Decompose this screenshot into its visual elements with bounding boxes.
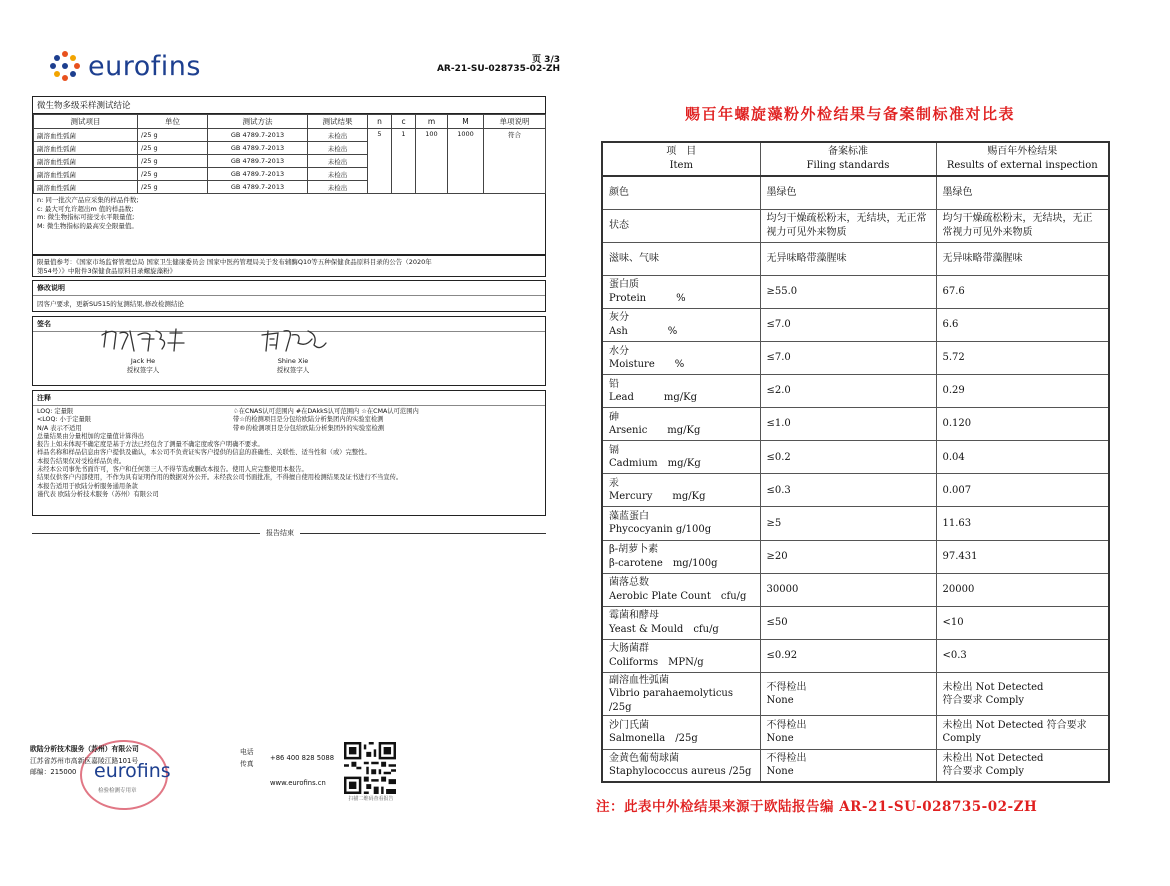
micro-unit: /25 g [138,181,208,194]
micro-result: 未检出 [308,168,368,181]
comparison-row [602,375,1109,408]
row-item [602,716,760,749]
row-standard: ≤7.0 [760,341,936,374]
notes-section [32,390,546,516]
row-item [602,672,760,716]
row-standard: ≤50 [760,606,936,639]
contact-labels [240,746,254,771]
micro-header-cell: c [392,115,416,129]
signer-2-name: Shine Xie [277,357,309,365]
web-link[interactable]: www.eurofins.cn [270,778,326,787]
comparison-row [602,341,1109,374]
micro-note-line: m: 微生物指标可接受水平限量值; [37,213,135,222]
row-item-en: Phycocyanin g/100g [609,524,712,536]
micro-method: GB 4789.7-2013 [208,142,308,155]
row-standard: ≥20 [760,540,936,573]
comparison-row [602,573,1109,606]
row-result: 67.6 [936,275,1109,308]
row-item-cn: 砷 [609,411,619,423]
limit-ref-line: 限量值参考：《国家市场监督管理总局 国家卫生健康委员会 国家中医药管理局关于发布辅酶Q10等五种保健食品原料目录的公告（2020年 [37,258,432,266]
micro-unit: /25 g [138,168,208,181]
row-standard: 无异味略带藻腥味 [760,242,936,275]
row-item-en: Arsenic mg/Kg [609,425,701,437]
row-item [602,749,760,782]
header-result-cn: 赐百年外检结果 [987,146,1058,157]
signer-1-name: Jack He [130,357,156,365]
row-result: 未检出 Not Detected 符合要求 Comply [936,716,1109,749]
comparison-footnote: 注：此表中外检结果来源于欧陆报告编 AR-21-SU-028735-02-ZH [596,799,1038,815]
phone-value: +86 400 828 5088 [270,754,335,762]
row-item [602,341,760,374]
micro-header-cell: 测试项目 [34,115,138,129]
note-line: 谨代表 欧陆分析技术服务（苏州）有限公司 [37,490,159,498]
micro-item: 副溶血性弧菌 [34,129,138,142]
micro-header-cell: 测试结果 [308,115,368,129]
row-standard: ≤0.92 [760,639,936,672]
comparison-row [602,716,1109,749]
micro-item: 副溶血性弧菌 [34,181,138,194]
row-item-cn: 灰分 [609,312,629,324]
report-code: AR-21-SU-028735-02-ZH [436,64,560,74]
sign-title: 签名 [33,317,545,332]
row-item [602,474,760,507]
micro-item: 副溶血性弧菌 [34,155,138,168]
header-standard [760,142,936,176]
footer-zip: 邮编：215000 [30,768,77,776]
note-line: 报告上如未体现不确定度是基于方法已经包含了测量不确定度或客户明确不要求。 [37,441,264,449]
row-item [602,408,760,441]
row-standard: 墨绿色 [760,176,936,209]
micro-header-cell: 单位 [138,115,208,129]
comparison-row [602,441,1109,474]
row-item [602,507,760,540]
header-standard-en: Filing standards [806,160,890,171]
row-item-en: β-carotene mg/100g [609,557,718,569]
comparison-title: 赐百年螺旋藻粉外检结果与备案制标准对比表 [684,105,1015,123]
limit-ref-line: 第54号）》中附件3保健食品原料目录螺旋藻粉》 [37,266,177,275]
eurofins-dots-icon [50,51,80,81]
micro-result: 未检出 [308,129,368,142]
seal-subtitle: 检验检测专用章 [98,788,137,794]
row-item-cn: 副溶血性弧菌 [609,674,669,686]
row-item-cn: 沙门氏菌 [609,719,649,731]
note-line: LOQ: 定量限 [37,408,74,415]
note-line: N/A 表示不适用 [37,424,82,432]
header-item-cn: 项 目 [666,146,697,157]
comparison-row [602,209,1109,242]
row-standard: ≤0.2 [760,441,936,474]
row-item-en: Moisture % [609,359,685,371]
micro-result: 未检出 [308,142,368,155]
note-line: 本报告适用于欧陆分析服务通用条款 [37,482,138,490]
signer-2-role: 授权签字人 [276,365,310,374]
notes-right [233,408,541,441]
mod-text: 因客户要求，更新SU515的复测结果,修改检测结论 [37,300,184,308]
row-item-en: Lead mg/Kg [609,392,698,404]
signer-2 [223,325,363,374]
comparison-row [602,672,1109,716]
micro-header-cell: 测试方法 [208,115,308,129]
comparison-row [602,308,1109,341]
row-result: <10 [936,606,1109,639]
row-item-en: Protein % [609,292,686,304]
note-line: ♤在CNAS认可范围内 #在DAkkS认可范围内 ☆在CMA认可范围内 [233,408,419,415]
micro-sampling-section [32,96,546,255]
micro-result: 未检出 [308,155,368,168]
report-end-divider [32,528,546,538]
signature-1-image [98,325,188,357]
row-result: 均匀干燥疏松粉末，无结块，无正常视力可见外来物质 [936,209,1109,242]
micro-verdict: 符合 [484,129,546,194]
row-item-cn: 颜色 [609,187,629,199]
comparison-row [602,749,1109,782]
micro-notes [33,194,545,232]
row-item-en: Yeast & Mould cfu/g [609,623,719,635]
report-footer [30,744,139,779]
row-result: 0.120 [936,408,1109,441]
micro-result: 未检出 [308,181,368,194]
note-line: 未经本公司事先书面许可，客户和任何第三人不得节选或删改本报告。使用人应完整使用本报告。 [37,466,308,474]
row-item [602,176,760,209]
row-result: 11.63 [936,507,1109,540]
micro-unit: /25 g [138,129,208,142]
row-standard: ≤7.0 [760,308,936,341]
row-standard: ≥55.0 [760,275,936,308]
note-line: 带☆的检测项目是分包给欧陆分析集团内的实验室检测 [233,416,384,424]
row-item [602,275,760,308]
micro-header-cell: n [368,115,392,129]
micro-c: 1 [392,129,416,194]
comparison-row [602,408,1109,441]
row-item-cn: 镉 [609,444,619,456]
row-item-en: Mercury mg/Kg [609,491,706,503]
row-standard: 均匀干燥疏松粉末，无结块，无正常视力可见外来物质 [760,209,936,242]
row-item-cn: 菌落总数 [609,577,649,589]
row-result: 20000 [936,573,1109,606]
micro-method: GB 4789.7-2013 [208,155,308,168]
row-item-cn: 大肠菌群 [609,643,649,655]
comparison-header-row [602,142,1109,176]
note-line: <LOQ: 小于定量限 [37,416,92,424]
row-result: 5.72 [936,341,1109,374]
signer-1-role: 授权签字人 [126,365,160,374]
row-standard: ≤0.3 [760,474,936,507]
micro-method: GB 4789.7-2013 [208,129,308,142]
comparison-row [602,176,1109,209]
row-item-cn: 滋味、气味 [609,252,659,264]
comparison-row [602,540,1109,573]
row-item [602,441,760,474]
notes-left [37,408,233,441]
row-item-cn: 藻蓝蛋白 [609,510,649,522]
notes-grid [37,408,541,441]
notes-title: 注释 [33,391,545,406]
row-item [602,242,760,275]
micro-item: 副溶血性弧菌 [34,142,138,155]
micro-unit: /25 g [138,142,208,155]
micro-header-cell: m [416,115,448,129]
mod-title: 修改说明 [33,281,545,296]
micro-header-cell: 单项说明 [484,115,546,129]
micro-n: 5 [368,129,392,194]
note-line: 带®的检测项目是分包给欧陆分析集团外的实验室检测 [233,424,385,432]
signature-section [32,316,546,386]
micro-m: 100 [416,129,448,194]
micro-header-cell: M [448,115,484,129]
row-result: 6.6 [936,308,1109,341]
comparison-row [602,275,1109,308]
row-standard: 不得检出 None [760,716,936,749]
micro-note-line: M: 微生物指标的最高安全限量值。 [37,221,138,230]
logo-wordmark: eurofins [88,50,201,82]
header-standard-cn: 备案标准 [828,146,868,157]
row-result: 0.007 [936,474,1109,507]
micro-table [33,114,546,194]
contact-values [270,746,334,795]
comparison-row [602,242,1109,275]
footer-company: 欧陆分析技术服务（苏州）有限公司 [30,745,139,753]
row-item-en: Staphylococcus aureus /25g [609,766,752,778]
row-item [602,639,760,672]
row-result: 97.431 [936,540,1109,573]
row-standard: ≤1.0 [760,408,936,441]
row-item-cn: 状态 [609,219,629,231]
micro-item: 副溶血性弧菌 [34,168,138,181]
row-item-en: Ash % [609,325,678,337]
micro-unit: /25 g [138,155,208,168]
comparison-row [602,474,1109,507]
row-standard: 不得检出 None [760,672,936,716]
row-item-cn: 水分 [609,345,629,357]
qr-caption: 扫描二维码查看报告 [348,796,394,802]
row-item-cn: 铅 [609,378,619,390]
row-item [602,606,760,639]
note-line: 本报告结果仅对受检样品负责。 [37,457,126,465]
row-result: <0.3 [936,639,1109,672]
signature-2-image [248,325,338,357]
micro-method: GB 4789.7-2013 [208,168,308,181]
row-standard: ≥5 [760,507,936,540]
row-item-en: Salmonella /25g [609,733,698,745]
note-line: 样品名称和样品信息由客户提供及确认，本公司不负责证实客户提供的信息的准确性、关联性、适当性和（或）完整性。 [37,449,371,457]
notes-body [33,406,545,501]
comparison-row [602,606,1109,639]
row-item [602,540,760,573]
row-item [602,573,760,606]
note-line: 总量结果由分量相加的定量值计算得出 [37,432,145,440]
micro-header-row [34,115,546,129]
row-item-cn: 金黄色葡萄球菌 [609,752,679,764]
row-item [602,375,760,408]
row-item-en: Coliforms MPN/g [609,656,704,668]
signer-1 [73,325,213,374]
row-standard: 30000 [760,573,936,606]
row-result: 0.29 [936,375,1109,408]
comparison-table [601,141,1110,783]
micro-note-line: c: 最大可允许超出m 值的样品数; [37,204,134,213]
micro-section-title: 微生物多级采样测试结论 [33,97,545,114]
row-item-en: Aerobic Plate Count cfu/g [609,590,747,602]
note-line: 结果仅供客户内部使用，不作为具有证明作用的数据对外公开。未经我公司书面批准，不得擅自使用检测结果及证书进行不当宣传。 [37,474,403,482]
header-item-en: Item [669,160,693,171]
micro-method: GB 4789.7-2013 [208,181,308,194]
header-result [936,142,1109,176]
row-result: 0.04 [936,441,1109,474]
row-item-cn: 蛋白质 [609,279,639,291]
report-end-text: 报告结束 [260,528,300,538]
qr-code-icon [344,742,396,794]
limit-reference-section [32,255,546,277]
row-standard: ≤2.0 [760,375,936,408]
row-item-cn: 汞 [609,477,619,489]
micro-row [34,129,546,142]
row-item-cn: β-胡萝卜素 [609,544,659,556]
row-result: 未检出 Not Detected 符合要求 Comply [936,672,1109,716]
micro-note-line: n: 同一批次产品应采集的样品件数; [37,196,139,204]
row-item-en: Vibrio parahaemolyticus /25g [609,688,733,713]
row-result: 未检出 Not Detected 符合要求 Comply [936,749,1109,782]
comparison-row [602,507,1109,540]
header-item [602,142,760,176]
eurofins-logo [50,48,201,84]
page-number: 页 3/3 [532,55,560,65]
row-item [602,209,760,242]
header-result-en: Results of external inspection [946,160,1098,171]
row-item [602,308,760,341]
row-result: 墨绿色 [936,176,1109,209]
comparison-row [602,639,1109,672]
seal-wordmark: eurofins [94,760,171,782]
footer-address: 江苏省苏州市高新区嘉陵江路101号 [30,756,139,765]
limit-reference-text [33,256,545,277]
row-item-en: Cadmium mg/Kg [609,458,701,470]
micro-M: 1000 [448,129,484,194]
fax-label: 传真 [240,760,254,769]
row-standard: 不得检出 None [760,749,936,782]
modification-section [32,280,546,312]
row-item-cn: 霉菌和酵母 [609,610,659,622]
comparison-body [602,176,1109,782]
phone-label: 电话 [240,748,254,756]
row-result: 无异味略带藻腥味 [936,242,1109,275]
